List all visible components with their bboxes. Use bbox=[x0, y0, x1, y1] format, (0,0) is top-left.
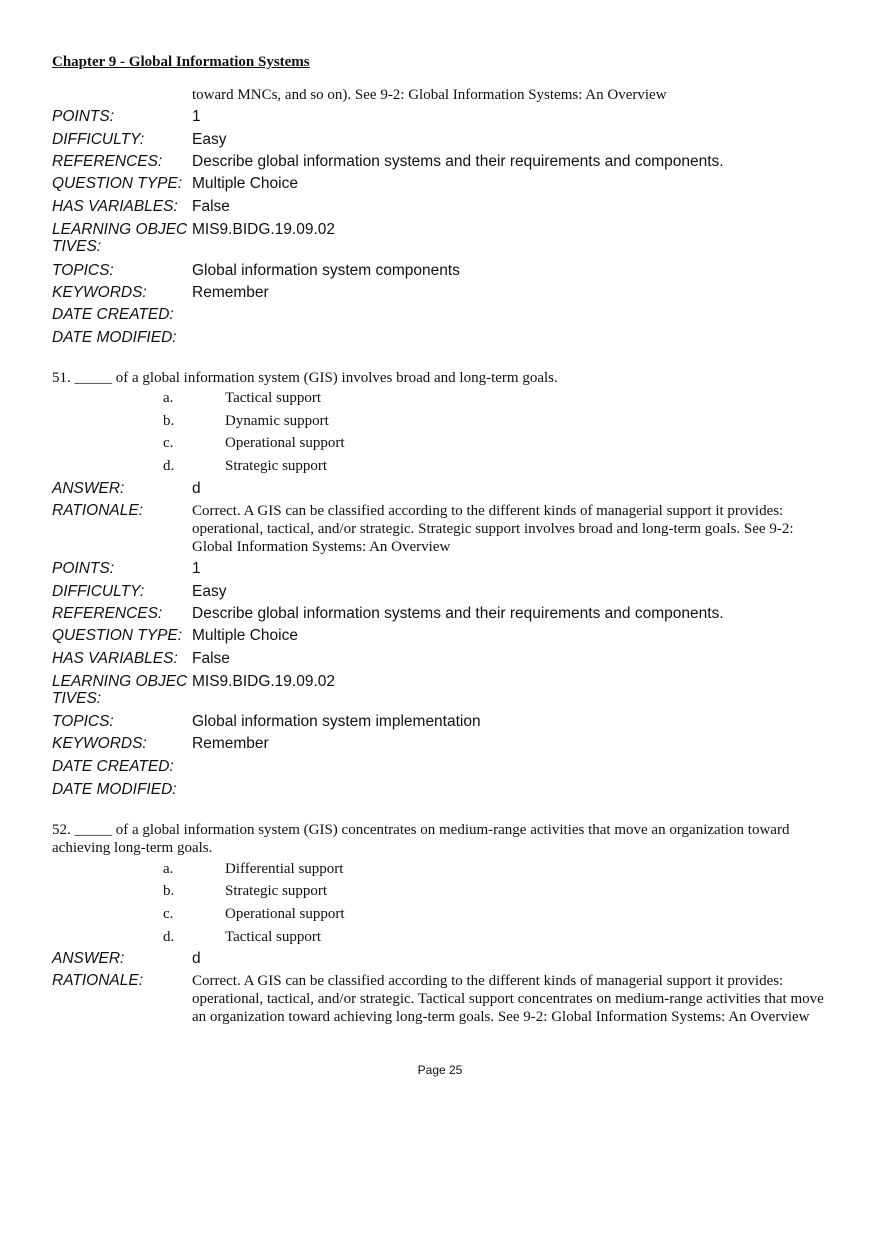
label-learning-objectives-2: TIVES: bbox=[52, 238, 102, 255]
q51-label-difficulty: DIFFICULTY: bbox=[52, 583, 145, 600]
page-number: Page 25 bbox=[417, 1063, 463, 1077]
q52-rationale-value: Correct. A GIS can be classified according to the different kinds of managerial support it provides: operational, tactical, and/or strategic. Tactical support concentrates on medium-range activities that move an organization toward achieving long-term goals. See 9-2: Global Information Systems: An Overview bbox=[192, 973, 824, 1025]
prev-topics-value: Global information system components bbox=[192, 262, 460, 279]
q51-rationale-value: Correct. A GIS can be classified according to the different kinds of managerial support it provides: operational, tactical, and/or strategic. Strategic support involves broad and long-term goals. See 9-2: Global Information Systems: An Overview bbox=[192, 503, 794, 555]
label-learning-objectives-1: LEARNING OBJEC bbox=[52, 221, 188, 238]
q52-option-letter: a. bbox=[163, 861, 174, 877]
label-question-type: QUESTION TYPE: bbox=[52, 175, 183, 192]
q51-label-learning-objectives-2: TIVES: bbox=[52, 690, 102, 707]
q52-option-text: Differential support bbox=[225, 861, 344, 877]
label-references: REFERENCES: bbox=[52, 153, 163, 170]
q52-option-letter: c. bbox=[163, 906, 174, 922]
prev-points-value: 1 bbox=[192, 108, 201, 125]
q52-answer-value: d bbox=[192, 950, 201, 967]
q51-label-keywords: KEYWORDS: bbox=[52, 735, 147, 752]
label-date-modified: DATE MODIFIED: bbox=[52, 329, 177, 346]
q51-question-type-value: Multiple Choice bbox=[192, 627, 298, 644]
label-keywords: KEYWORDS: bbox=[52, 284, 147, 301]
prev-references-value: Describe global information systems and their requirements and components. bbox=[192, 153, 724, 170]
q51-option-letter: c. bbox=[163, 435, 174, 451]
q51-keywords-value: Remember bbox=[192, 735, 269, 752]
q51-label-references: REFERENCES: bbox=[52, 605, 163, 622]
q51-learning-objectives-value: MIS9.BIDG.19.09.02 bbox=[192, 673, 336, 690]
q52-option-text: Tactical support bbox=[225, 929, 321, 945]
q51-option-letter: d. bbox=[163, 458, 175, 474]
q51-label-date-modified: DATE MODIFIED: bbox=[52, 781, 177, 798]
q51-option-text: Operational support bbox=[225, 435, 345, 451]
q51-topics-value: Global information system implementation bbox=[192, 713, 481, 730]
label-difficulty: DIFFICULTY: bbox=[52, 131, 145, 148]
label-date-created: DATE CREATED: bbox=[52, 306, 174, 323]
q51-label-question-type: QUESTION TYPE: bbox=[52, 627, 183, 644]
q51-option-text: Tactical support bbox=[225, 390, 321, 406]
previous-rationale-continuation: toward MNCs, and so on). See 9-2: Global Information Systems: An Overview bbox=[192, 87, 667, 103]
q52-option-text: Strategic support bbox=[225, 883, 328, 899]
q51-has-variables-value: False bbox=[192, 650, 230, 667]
q51-option-letter: b. bbox=[163, 413, 175, 429]
q52-option-text: Operational support bbox=[225, 906, 345, 922]
q51-points-value: 1 bbox=[192, 560, 201, 577]
prev-difficulty-value: Easy bbox=[192, 131, 227, 148]
label-topics: TOPICS: bbox=[52, 262, 114, 279]
q52-label-answer: ANSWER: bbox=[52, 950, 125, 967]
q51-label-points: POINTS: bbox=[52, 560, 115, 577]
q52-option-letter: d. bbox=[163, 929, 175, 945]
prev-question-type-value: Multiple Choice bbox=[192, 175, 298, 192]
prev-keywords-value: Remember bbox=[192, 284, 269, 301]
label-points: POINTS: bbox=[52, 108, 115, 125]
label-has-variables: HAS VARIABLES: bbox=[52, 198, 178, 215]
question-52-text: 52. _____ of a global information system (GIS) concentrates on medium-range activities that move an organization toward achieving long-term goals. bbox=[52, 822, 790, 856]
q51-answer-value: d bbox=[192, 480, 201, 497]
q51-difficulty-value: Easy bbox=[192, 583, 227, 600]
q52-label-rationale: RATIONALE: bbox=[52, 972, 144, 989]
prev-learning-objectives-value: MIS9.BIDG.19.09.02 bbox=[192, 221, 336, 238]
prev-has-variables-value: False bbox=[192, 198, 230, 215]
q51-option-text: Strategic support bbox=[225, 458, 328, 474]
q51-option-text: Dynamic support bbox=[225, 413, 329, 429]
q51-label-topics: TOPICS: bbox=[52, 713, 114, 730]
question-51-text: 51. _____ of a global information system (GIS) involves broad and long-term goals. bbox=[52, 370, 558, 386]
q51-label-date-created: DATE CREATED: bbox=[52, 758, 174, 775]
chapter-header: Chapter 9 - Global Information Systems bbox=[52, 54, 310, 70]
q51-label-learning-objectives-1: LEARNING OBJEC bbox=[52, 673, 188, 690]
q51-references-value: Describe global information systems and their requirements and components. bbox=[192, 605, 724, 622]
q51-label-answer: ANSWER: bbox=[52, 480, 125, 497]
q51-label-has-variables: HAS VARIABLES: bbox=[52, 650, 178, 667]
q51-label-rationale: RATIONALE: bbox=[52, 502, 144, 519]
q51-option-letter: a. bbox=[163, 390, 174, 406]
q52-option-letter: b. bbox=[163, 883, 175, 899]
